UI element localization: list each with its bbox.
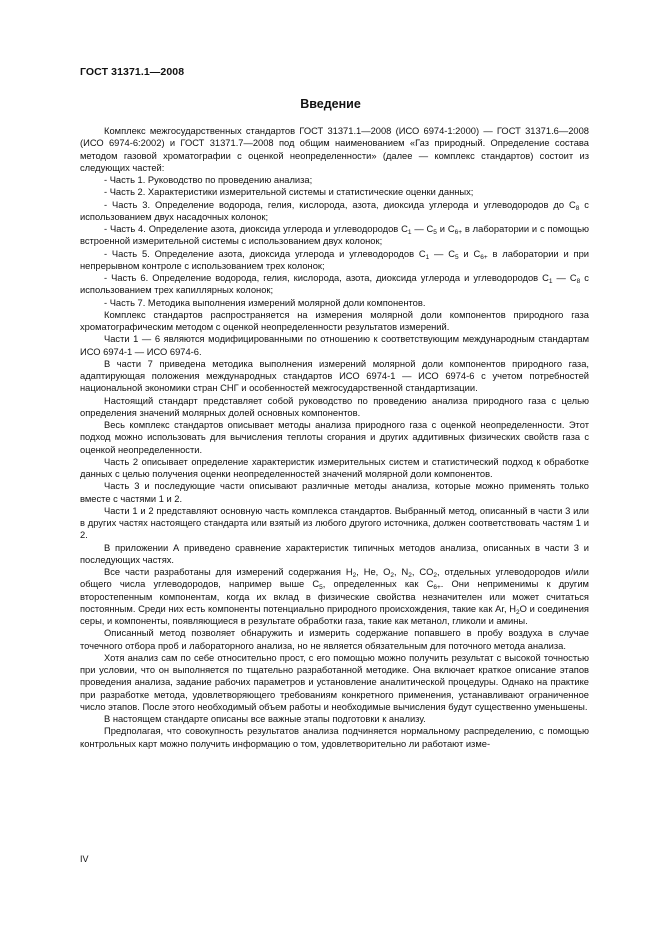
paragraph: Хотя анализ сам по себе относительно прост, с его помощью можно получить результат с высокой точностью при условии, что он выполняется по тщательно разработанной методике. Она включает краткое описание этапов проведения анализа, задание рабочих параметров и установление аналитической процедуры. Однако на практике при разработке метода, удовлетворяющего требованиям конкретного применения, устанавливают ограниченное число этапов. После этого необходимый объем работы и необходимые вычисления будут существенно уменьшены. [80, 652, 589, 712]
paragraph: Части 1 — 6 являются модифицированными по отношению к соответствующим международным стандартам ИСО 6974-1 — ИСО 6974-6. [80, 334, 589, 357]
paragraph: Комплекс межгосударственных стандартов ГОСТ 31371.1—2008 (ИСО 6974-1:2000) — ГОСТ 31371.6—2008 (ИСО 6974-6:2002) и ГОСТ 31371.7—2008 под общим наименованием «Газ природный. Определение состава методом газовой хроматографии с оценкой неопределенности» (далее — комплекс стандартов) состоит из следующих частей: [80, 126, 589, 173]
list-item: - Часть 2. Характеристики измерительной системы и статистические оценки данных; [104, 187, 474, 198]
list-item: - Часть 7. Методика выполнения измерений молярной доли компонентов. [104, 297, 426, 308]
paragraph: В настоящем стандарте описаны все важные этапы подготовки к анализу. [104, 714, 426, 724]
section-title: Введение [300, 97, 361, 111]
document-header: ГОСТ 31371.1—2008 [80, 66, 185, 78]
list-item: - Часть 3. Определение водорода, гелия, кислорода, азота, диоксида углерода и углеводородов до $C_8$ с использованием двух насадочных колонок; [80, 199, 589, 222]
paragraph: Часть 3 и последующие части описывают различные методы анализа, которые можно применять только вместе с частями 1 и 2. [80, 481, 589, 504]
list-item: - Часть 5. Определение азота, диоксида углерода и углеводородов $C_1$ — $C_5$ и $C_{6+}$ в лаборатории и при непрерывном контроле с использованием трех колонок; [80, 248, 589, 271]
page-number: IV [80, 854, 89, 864]
paragraph: Комплекс стандартов распространяется на измерения молярной доли компонентов природного газа хроматографическим методом с оценкой неопределенности результатов измерений. [80, 309, 589, 332]
paragraph: Части 1 и 2 представляют основную часть комплекса стандартов. Выбранный метод, описанный в части 3 или в других частях настоящего стандарта или взятый из любого другого источника, должен соответствовать частям 1 и 2. [80, 505, 589, 541]
paragraph: Настоящий стандарт представляет собой руководство по проведению анализа природного газа с целью определения значений молярных долей основных компонентов. [80, 395, 589, 418]
list-item: - Часть 1. Руководство по проведению анализа; [104, 175, 313, 185]
paragraph: Часть 2 описывает определение характеристик измерительных систем и статистический подход к обработке данных с целью получения оценки неопределенностей значений молярной доли компонентов. [80, 456, 589, 479]
paragraph: В части 7 приведена методика выполнения измерений молярной доли компонентов природного газа, адаптирующая положения международных стандартов ИСО 6974-1 — ИСО 6974-6 с учетом потребностей национальной экономики стран СНГ и особенностей межгосударственной стандартизации. [80, 358, 589, 394]
body-text [80, 125, 589, 750]
paragraph: Весь комплекс стандартов описывает методы анализа природного газа с оценкой неопределенности. Этот подход можно использовать для вычисления теплоты сгорания и других аддитивных физических свойств газа с оценкой неопределенности. [80, 420, 589, 455]
paragraph: Предполагая, что совокупность результатов анализа подчиняется нормальному распределению, с помощью контрольных карт можно получить информацию о том, удовлетворительно ли работают изме- [80, 726, 589, 749]
paragraph: В приложении А приведено сравнение характеристик типичных методов анализа, описанных в части 3 и последующих частях. [80, 542, 589, 565]
list-item: - Часть 6. Определение водорода, гелия, кислорода, азота, диоксида углерода и углеводородов $C_1$ — $C_8$ с использованием трех капиллярных колонок; [80, 273, 589, 296]
paragraph: Описанный метод позволяет обнаружить и измерить содержание попавшего в пробу воздуха в случае точечного отбора проб и лабораторного анализа, но не является обязательным для поточного метода анализа. [80, 628, 589, 651]
list-item: - Часть 4. Определение азота, диоксида углерода и углеводородов $C_1$ — $C_5$ и $C_{6+}$ в лаборатории и с помощью встроенной измерительной системы с использованием двух колонок; [80, 224, 589, 247]
paragraph: Все части разработаны для измерений содержания $H_2$, He, $O_2$, $N_2$, $CO_2$, отдельных углеводородов и/или общего числа углеводородов, например выше $C_5$, определенных как $C_{6+}$. Они неприменимы к другим второстепенным компонентам, когда их вклад в физические свойства незначителен или может считаться постоянным. Среди них есть компоненты потенциально природного происхождения, такие как Ar, $H_2O$ и соединения серы, и компоненты, появляющиеся в результате обработки газа, такие как метанол, гликоли и амины. [80, 567, 589, 626]
